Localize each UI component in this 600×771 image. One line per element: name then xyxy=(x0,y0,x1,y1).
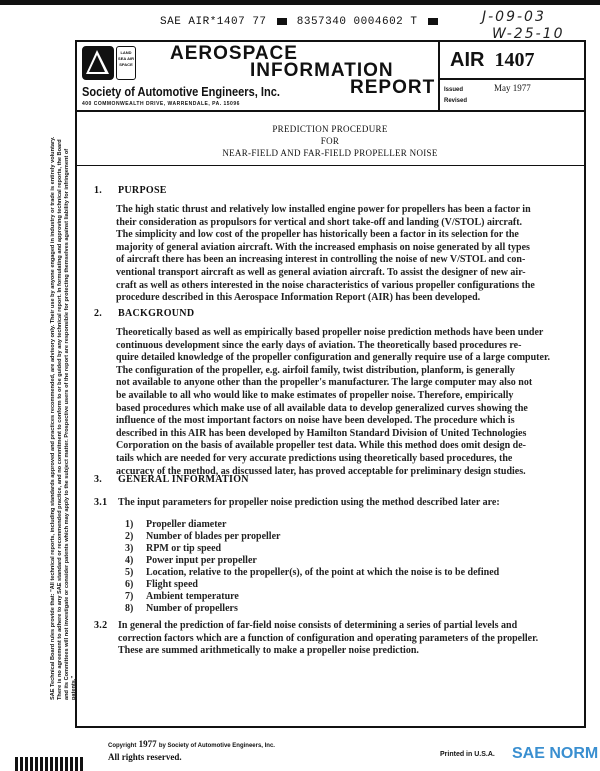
list-item: Power input per propeller xyxy=(146,555,257,566)
divider xyxy=(75,165,586,166)
scan-edge xyxy=(0,0,600,5)
doc-title-3: NEAR-FIELD AND FAR-FIELD PROPELLER NOISE xyxy=(222,148,438,158)
section-heading: BACKGROUND xyxy=(118,308,195,319)
list-item: Flight speed xyxy=(146,579,198,590)
paragraph-line: not available to anyone other than the propeller's manufacturer. The large computer may also not xyxy=(116,377,533,389)
doc-title-2: FOR xyxy=(320,136,340,146)
list-item: Ambient temperature xyxy=(146,591,239,602)
watermark-logo: SAE NORM xyxy=(512,745,599,762)
list-item: RPM or tip speed xyxy=(146,543,222,554)
paragraph-line: In general the prediction of far-field noise consists of determining a series of partial levels and xyxy=(118,620,518,631)
rights-reserved: All rights reserved. xyxy=(108,752,182,762)
list-number: 6) xyxy=(125,579,134,590)
document-id: SAE AIR*1407 77 8357340 0004602 T xyxy=(160,16,441,28)
title-report: REPORT xyxy=(350,77,436,98)
issued-date: May 1977 xyxy=(494,83,531,93)
section-number: 3. xyxy=(94,474,103,485)
handwritten-note-1: J-09-03 xyxy=(482,9,546,25)
paragraph-line: ventional transport aircraft as well as general aviation aircraft. To assist the designer of new air- xyxy=(116,267,526,278)
paragraph-line: The configuration of the propeller, e.g. airfoil family, twist distribution, planform, is generally xyxy=(116,364,515,376)
paragraph-line: continuous development since the early days of aviation. The theoretically based procedures re- xyxy=(116,339,522,351)
list-item: Location, relative to the propeller(s), of the point at which the noise is to be defined xyxy=(146,567,500,578)
copyright: Copyright 1977 by Society of Automotive Engineers, Inc. xyxy=(108,739,275,749)
paragraph-line: of aircraft there has been an increasing interest in controlling the noise of new V/STOL and con- xyxy=(116,254,526,266)
paragraph-line: their consideration as propulsors for vertical and short take-off and landing (V/STOL) aircraft. xyxy=(116,216,523,228)
revised-label: Revised xyxy=(444,98,468,104)
logo-tagline: LAND SEA AIR SPACE xyxy=(116,46,136,80)
list-item: Number of propellers xyxy=(146,603,238,614)
paragraph-line: influence of the most important factors on noise have been developed. The procedure which is xyxy=(116,415,515,427)
list-number: 8) xyxy=(125,603,134,614)
paragraph-line: The simplicity and low cost of the propeller has historically been a factor in its selection for the xyxy=(116,229,519,241)
paragraph-line: The input parameters for propeller noise prediction using the method described later are: xyxy=(118,497,500,508)
list-number: 7) xyxy=(125,591,134,602)
paragraph-line: quire detailed knowledge of the propeller configuration and generally require use of a large computer. xyxy=(116,352,550,364)
list-number: 4) xyxy=(125,555,134,566)
section-number: 3.2 xyxy=(94,620,108,631)
list-item: Number of blades per propeller xyxy=(146,531,281,542)
list-number: 1) xyxy=(125,519,134,530)
paragraph-line: tails which are needed for very accurate predictions using theoretically based procedures, the xyxy=(116,453,513,464)
section-heading: GENERAL INFORMATION xyxy=(118,474,249,485)
list-number: 5) xyxy=(125,567,134,578)
section-number: 1. xyxy=(94,185,103,196)
paragraph-line: The high static thrust and relatively low installed engine power for propellers has been a factor in xyxy=(116,204,531,215)
paragraph-line: Theoretically based as well as empirically based propeller noise prediction methods have been under xyxy=(116,327,544,338)
divider xyxy=(438,40,440,111)
paragraph-line: procedure described in this Aerospace Information Report (AIR) has been developed. xyxy=(116,292,481,304)
section-number: 3.1 xyxy=(94,497,108,508)
divider xyxy=(438,78,586,80)
paragraph-line: craft as well as others interested in the noise characteristics of various propeller configurations the xyxy=(116,279,535,291)
section-heading: PURPOSE xyxy=(118,185,167,196)
list-number: 2) xyxy=(125,531,134,542)
scan-noise xyxy=(15,757,85,771)
title-information: INFORMATION xyxy=(250,60,394,81)
paragraph-line: majority of general aviation aircraft. With the increased emphasis on noise generated by all types xyxy=(116,241,530,253)
paragraph-line: accuracy of the method, as discussed later, has proved acceptable for preliminary design studies. xyxy=(116,465,526,477)
divider xyxy=(75,110,586,112)
air-number: AIR 1407 xyxy=(450,49,535,71)
paragraph-line: correction factors which are a function of configuration and operating parameters of the propeller. xyxy=(118,632,539,644)
printed-in: Printed in U.S.A. xyxy=(440,751,495,758)
sae-logo-icon xyxy=(82,46,114,80)
issued-label: Issued xyxy=(444,87,464,93)
society-address: 400 COMMONWEALTH DRIVE, WARRENDALE, PA. 15096 xyxy=(82,101,240,107)
paragraph-line: These are summed arithmetically to make a propeller noise prediction. xyxy=(118,645,419,657)
section-number: 2. xyxy=(94,308,103,319)
paragraph-line: based procedures which make use of all available data to develop generalized curves showing the xyxy=(116,402,528,414)
title-aerospace: AEROSPACE xyxy=(170,43,298,64)
sae-disclaimer: SAE Technical Board rules provide that: "All technical reports, including standards approved and practices recommended, are advisory only. Their use by anyone engaged in industry or trade is entirely voluntary. There is no agreement to adhere to any SAE standard or recommended practice, and no commitment to conform to or be guided by any technical report. In formulating and approving technical reports, the Board and its Committees will not investigate or consider patents which may apply to the subject matter. Prospective users of the report are responsible for protecting themselves against liability for infringement of patents." xyxy=(50,136,77,700)
doc-title-1: PREDICTION PROCEDURE xyxy=(272,124,388,134)
paragraph-line: described in this AIR has been developed by Hamilton Standard Division of United Technologies xyxy=(116,427,527,439)
list-number: 3) xyxy=(125,543,134,554)
society-name: Society of Automotive Engineers, Inc. xyxy=(82,84,280,99)
paragraph-line: Corporation on the basis of available propeller test data. While this method does omit design de- xyxy=(116,440,527,452)
handwritten-note-2: W-25-10 xyxy=(492,26,565,42)
list-item: Propeller diameter xyxy=(146,519,227,530)
paragraph-line: be available to all who would like to make estimates of propeller noise. Therefore, empirically xyxy=(116,390,514,401)
